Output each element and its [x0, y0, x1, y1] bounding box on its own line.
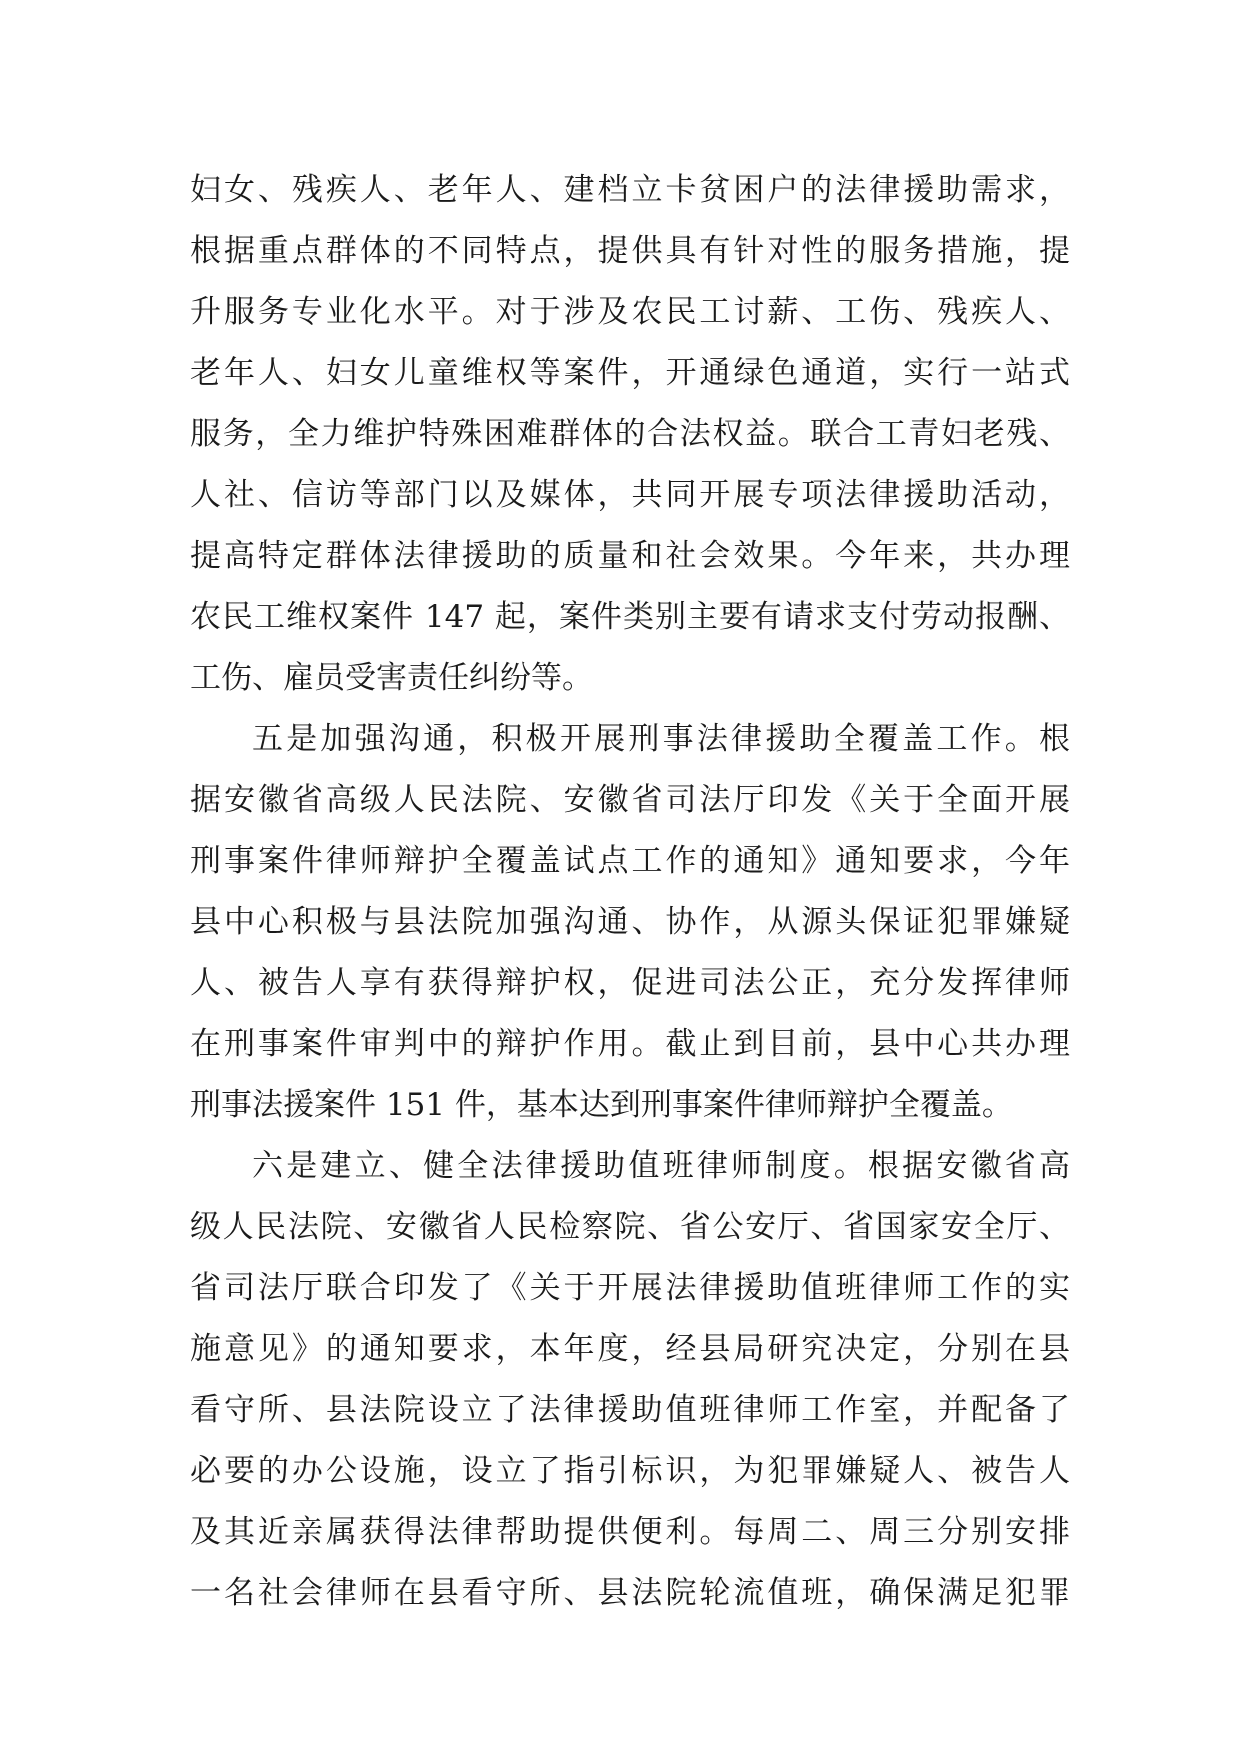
text-line: 人、被告人享有获得辩护权，促进司法公正，充分发挥律师 [190, 965, 1070, 1001]
paragraph-2 [190, 709, 1070, 1136]
text-line: 施意见》的通知要求，本年度，经县局研究决定，分别在县 [190, 1331, 1070, 1367]
text-line: 省司法厅联合印发了《关于开展法律援助值班律师工作的实 [190, 1270, 1070, 1306]
text-line: 据安徽省高级人民法院、安徽省司法厅印发《关于全面开展 [190, 782, 1070, 818]
text-line: 人社、信访等部门以及媒体，共同开展专项法律援助活动， [190, 477, 1070, 513]
text-line: 五是加强沟通，积极开展刑事法律援助全覆盖工作。根 [252, 721, 1070, 757]
text-line: 县中心积极与县法院加强沟通、协作，从源头保证犯罪嫌疑 [190, 904, 1070, 940]
text-line: 提高特定群体法律援助的质量和社会效果。今年来，共办理 [190, 538, 1070, 574]
text-line: 老年人、妇女儿童维权等案件，开通绿色通道，实行一站式 [190, 355, 1070, 391]
text-line: 在刑事案件审判中的辩护作用。截止到目前，县中心共办理 [190, 1026, 1070, 1062]
text-line: 妇女、残疾人、老年人、建档立卡贫困户的法律援助需求， [190, 172, 1070, 208]
text-line: 服务，全力维护特殊困难群体的合法权益。联合工青妇老残、 [190, 416, 1070, 452]
paragraph-1 [190, 160, 1070, 709]
text-line: 必要的办公设施，设立了指引标识，为犯罪嫌疑人、被告人 [190, 1453, 1070, 1489]
text-line: 升服务专业化水平。对于涉及农民工讨薪、工伤、残疾人、 [190, 294, 1070, 330]
text-line: 及其近亲属获得法律帮助提供便利。每周二、周三分别安排 [190, 1514, 1070, 1550]
text-line: 工伤、雇员受害责任纠纷等。 [190, 660, 593, 696]
text-line: 一名社会律师在县看守所、县法院轮流值班，确保满足犯罪 [190, 1575, 1070, 1611]
text-line: 农民工维权案件 147 起，案件类别主要有请求支付劳动报酬、 [190, 599, 1070, 635]
text-line: 刑事案件律师辩护全覆盖试点工作的通知》通知要求，今年 [190, 843, 1070, 879]
text-line: 六是建立、健全法律援助值班律师制度。根据安徽省高 [252, 1148, 1070, 1184]
paragraph-3 [190, 1136, 1070, 1624]
document-body [190, 160, 1070, 1624]
text-line: 级人民法院、安徽省人民检察院、省公安厅、省国家安全厅、 [190, 1209, 1070, 1245]
text-line: 根据重点群体的不同特点，提供具有针对性的服务措施，提 [190, 233, 1070, 269]
text-line: 刑事法援案件 151 件，基本达到刑事案件律师辩护全覆盖。 [190, 1087, 1013, 1123]
text-line: 看守所、县法院设立了法律援助值班律师工作室，并配备了 [190, 1392, 1070, 1428]
